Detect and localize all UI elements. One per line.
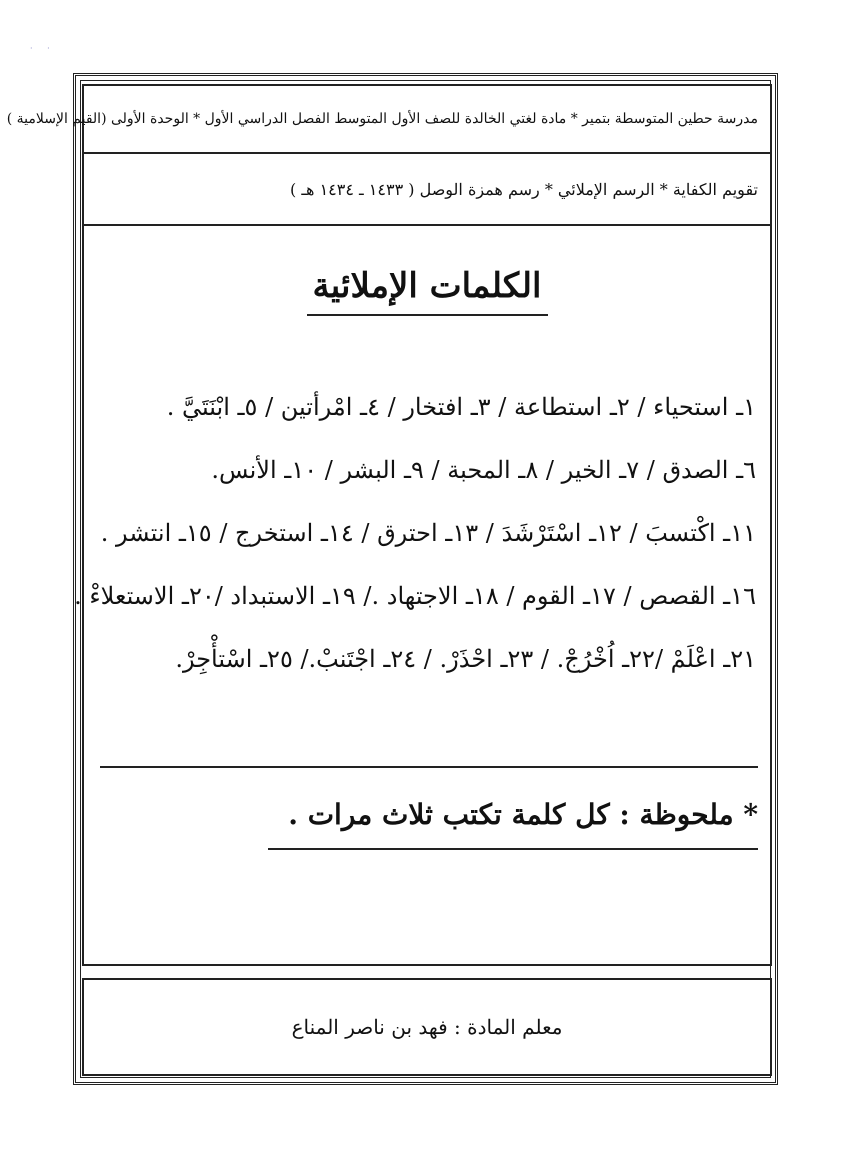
assessment-header-text: تقويم الكفاية * الرسم الإملائي * رسم همزة الوصل ( ١٤٣٣ ـ ١٤٣٤ هـ ) — [290, 179, 758, 199]
teacher-footer — [82, 978, 772, 1076]
assessment-header — [82, 154, 772, 226]
word-list — [74, 376, 756, 691]
word-line-3: ١١ـ اكْتسبَ / ١٢ـ اسْتَرْشَدَ / ١٣ـ احترق / ١٤ـ استخرج / ١٥ـ انتشر . — [100, 519, 756, 547]
word-line-5: ٢١ـ اعْلَمْ /٢٢ـ اُخْرُجْ. / ٢٣ـ احْذَرْ. / ٢٤ـ اجْتَنبْ./ ٢٥ـ اسْتأْجِرْ. — [175, 645, 756, 673]
word-line-4: ١٦ـ القصص / ١٧ـ القوم / ١٨ـ الاجتهاد ./ ١٩ـ الاستبداد /٢٠ـ الاستعلاءْ . — [74, 582, 756, 610]
divider — [100, 766, 758, 768]
school-header — [6, 84, 772, 154]
teacher-name: معلم المادة : فهد بن ناصر المناع — [291, 1015, 563, 1039]
page-title-text: الكلمات الإملائية — [307, 266, 548, 316]
word-line-1: ١ـ استحياء / ٢ـ استطاعة / ٣ـ افتخار / ٤ـ امْرأتين / ٥ـ ابْنَتَيَّ . — [166, 393, 756, 421]
scan-artifact: · · — [30, 44, 56, 53]
note-underline — [268, 848, 758, 850]
content-box — [74, 226, 772, 966]
note: * ملحوظة : كل كلمة تكتب ثلاث مرات . — [288, 798, 758, 831]
page-title — [84, 266, 770, 316]
school-header-text: مدرسة حطين المتوسطة بتمير * مادة لغتي الخالدة للصف الأول المتوسط الفصل الدراسي الأول * الوحدة الأولى (القيم الإسلامية ) — [6, 111, 758, 127]
word-line-2: ٦ـ الصدق / ٧ـ الخير / ٨ـ المحبة / ٩ـ البشر / ١٠ـ الأنس. — [211, 456, 756, 484]
